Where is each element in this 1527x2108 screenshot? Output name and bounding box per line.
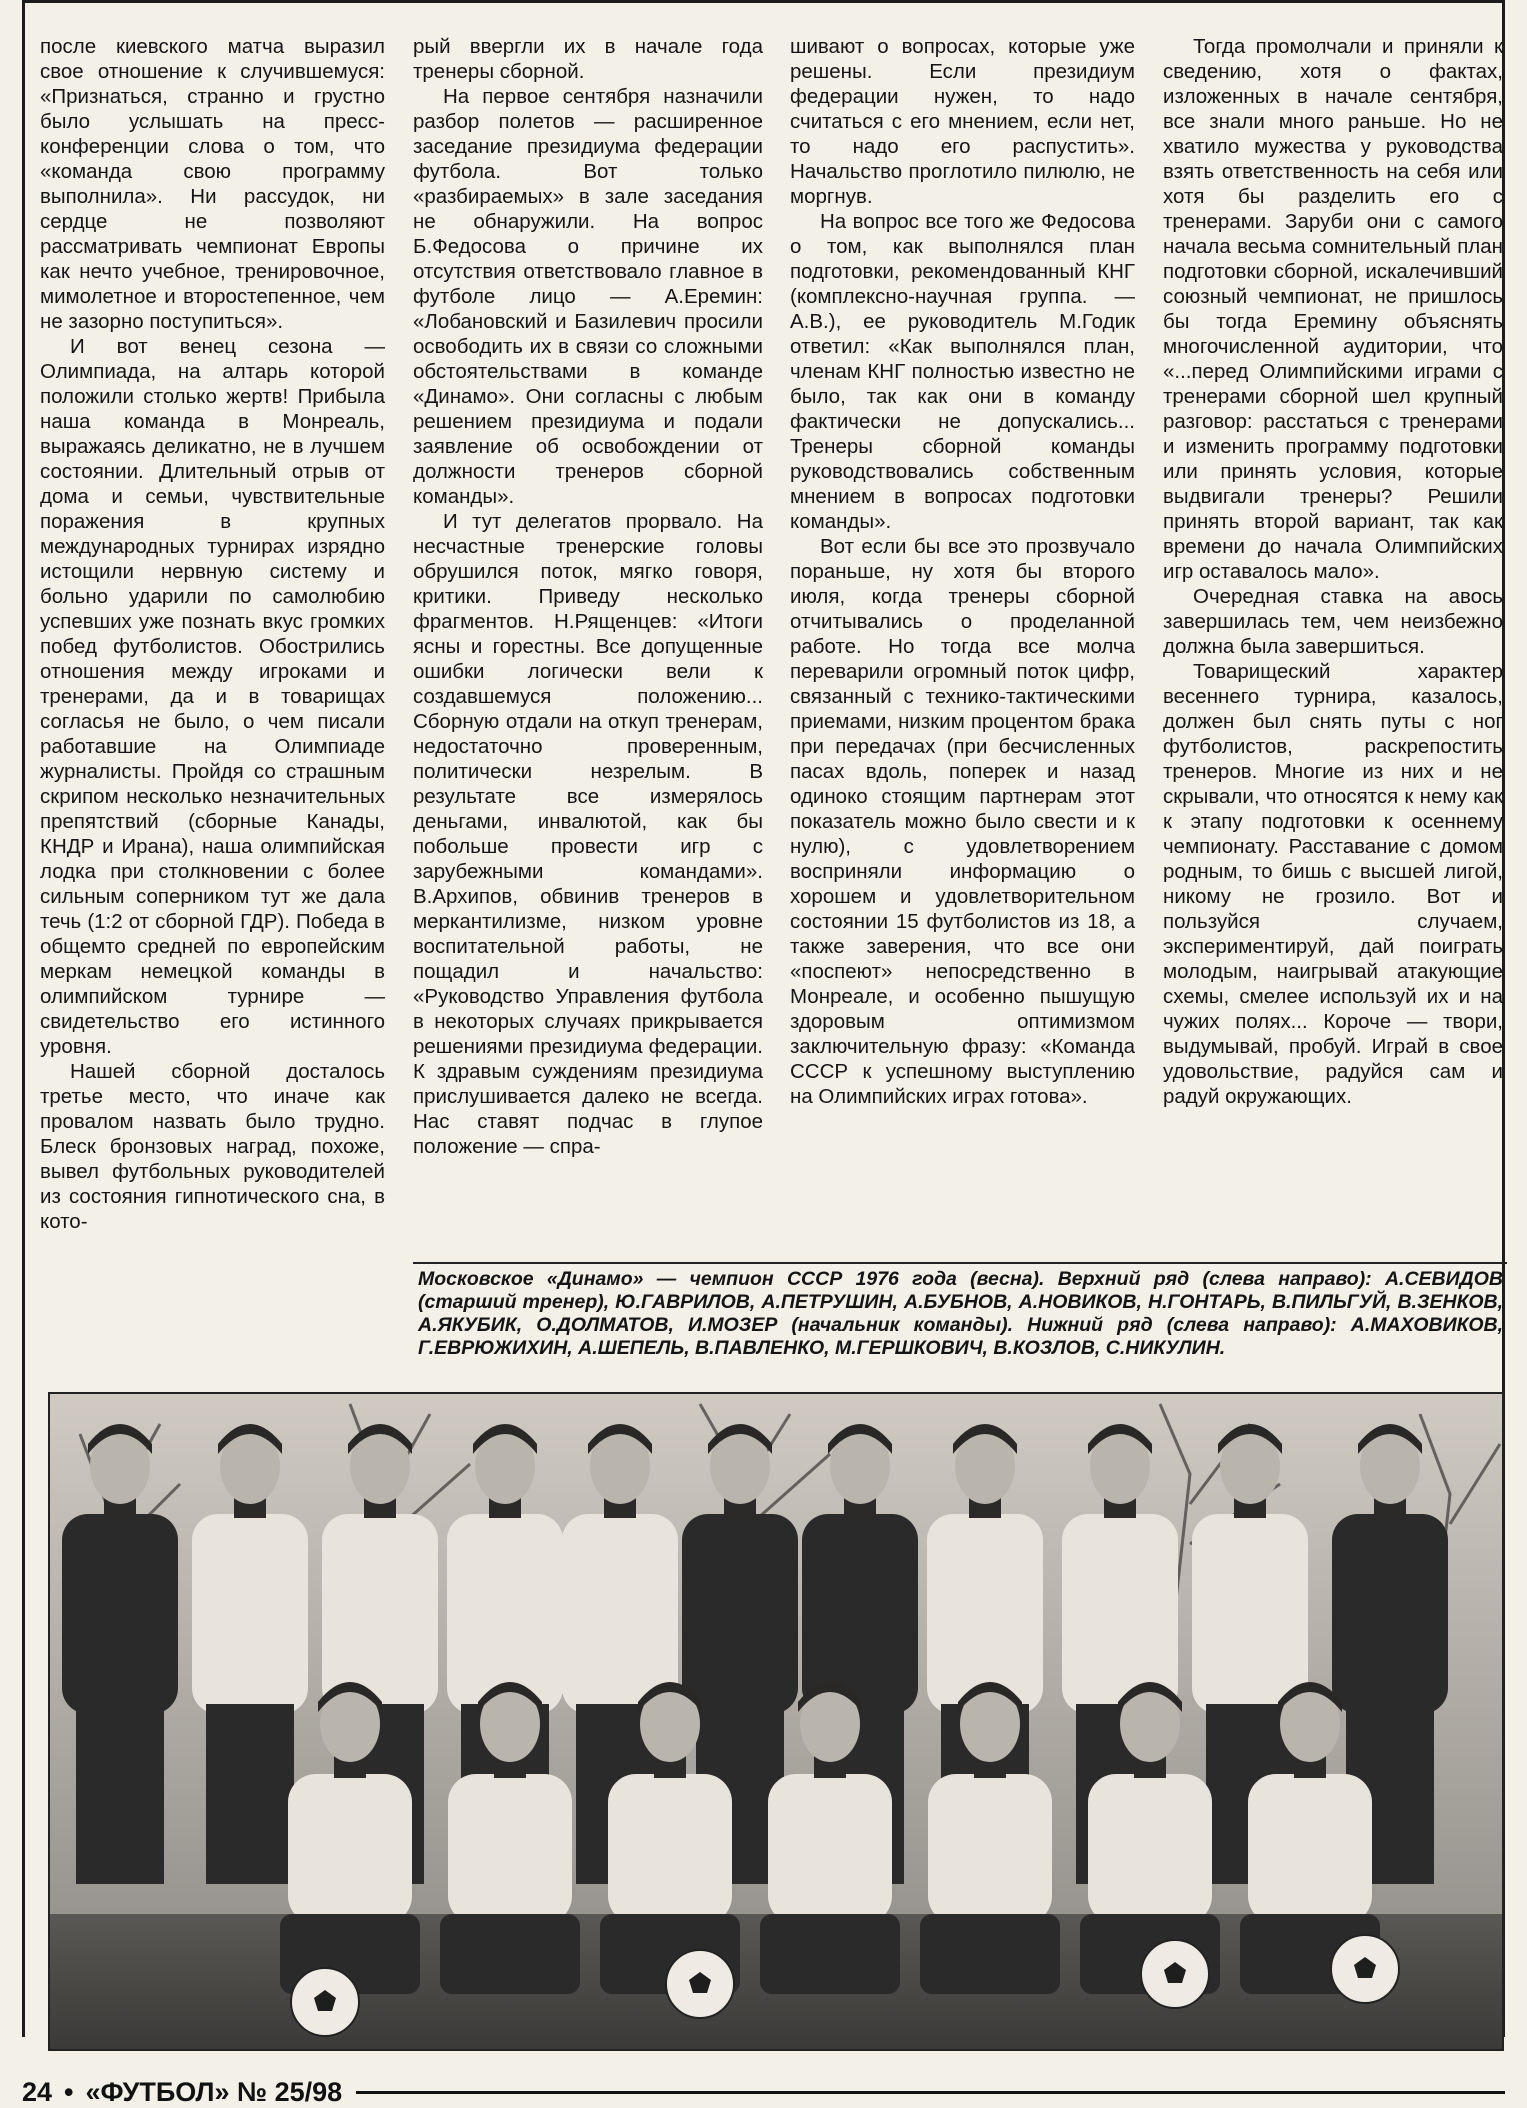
paragraph: Тогда промолчали и приняли к сведению, хотя о фактах, изложенных в начале сентября, все знали много раньше. Но не хватило мужества у руководства взять ответственность на себя или хотя бы разделить его с тренерами. Заруби они с самого начала весьма сомнительный план подготовки сборной, искалечивший союзный чемпионат, не пришлось бы тогда Еремину объяснять многочисленной аудитории, что «...перед Олимпийскими играми с тренерами сборной шел крупный разговор: расстаться с тренерами и изменить программу подготовки или принять условия, которые выдвигали тренеры? Решили принять второй вариант, так как времени до начала Олимпийских игр оставалось мало».: [1163, 35, 1503, 583]
page-number: 24: [22, 2076, 53, 2107]
page-footer: [22, 2076, 1505, 2108]
team-photo: [48, 1392, 1504, 2051]
football: [1141, 1940, 1209, 2008]
back-row-players: [62, 1424, 1448, 1884]
footer-rule: [356, 2091, 1505, 2094]
paragraph: Очередная ставка на авось завершилась тем, чем неизбежно должна была завершиться.: [1163, 585, 1503, 658]
frame-top-border: [22, 0, 1505, 3]
football: [291, 1968, 359, 2036]
caption-divider: [413, 1262, 1507, 1264]
football: [1331, 1935, 1399, 2003]
footer-separator: •: [64, 2076, 74, 2107]
paragraph: Товарищеский характер весеннего турнира, казалось, должен был снять путы с ног футболистов, раскрепостить тренеров. Многие из них и не скрывали, что относятся к нему как к этапу подготовки к осеннему чемпионату. Расставание с домом родным, то бишь с высшей лигой, никому не грозило. Вот и пользуйся случаем, экспериментируй, дай поиграть молодым, наигрывай атакующие схемы, смелее используй их и на чужих полях... Короче — твори, выдумывай, пробуй. Играй в свое удовольствие, радуйся сам и радуй окружающих.: [1163, 660, 1503, 1108]
paragraph: И тут делегатов прорвало. На несчастные тренерские головы обрушился поток, мягко говоря, критики. Приведу несколько фрагментов. Н.Рященцев: «Итоги ясны и горестны. Все допущенные ошибки логически вели к создавшемуся положению... Сборную отдали на откуп тренерам, недостаточно проверенным, политически незрелым. В результате все измерялось деньгами, инвалютой, как бы побольше провести игр с зарубежными командами». В.Архипов, обвинив тренеров в меркантилизме, низком уровне воспитательной работы, не пощадил и начальство: «Руководство Управления футбола в некоторых случаях прикрывается решениями президиума федерации. К здравым суждениям президиума прислушивается далеко не всегда. Нас ставят подчас в глупое положение — спра-: [413, 510, 763, 1158]
frame-left-border: [22, 0, 25, 2037]
football: [666, 1950, 734, 2018]
article-column-1: [40, 34, 385, 1234]
paragraph: шивают о вопросах, которые уже решены. Если президиум федерации нужен, то надо считаться с его мнением, если нет, то надо его распустить». Начальство проглотило пилюлю, не моргнув.: [790, 35, 1135, 208]
article-column-3: [790, 34, 1135, 1109]
photo-caption: Московское «Динамо» — чемпион СССР 1976 года (весна). Верхний ряд (слева направо): А.СЕВИДОВ (старший тренер), Ю.ГАВРИЛОВ, А.ПЕТРУШИН, А.БУБНОВ, А.НОВИКОВ, Н.ГОНТАРЬ, В.ПИЛЬГУЙ, В.ЗЕНКОВ, А.ЯКУБИК, О.ДОЛМАТОВ, И.МОЗЕР (начальник команды). Нижний ряд (слева направо): А.МАХОВИКОВ, Г.ЕВРЮЖИХИН, А.ШЕПЕЛЬ, В.ПАВЛЕНКО, М.ГЕРШКОВИЧ, В.КОЗЛОВ, С.НИКУЛИН.: [418, 1268, 1503, 1359]
publication-issue: «ФУТБОЛ» № 25/98: [85, 2076, 343, 2107]
paragraph: На первое сентября назначили разбор полетов — расширенное заседание президиума федерации футбола. Вот только «разбираемых» в зале заседания не обнаружили. На вопрос Б.Федосова о причине их отсутствия ответствовало главное в футболе лицо — А.Еремин: «Лобановский и Базилевич просили освободить их в связи со сложными обстоятельствами в команде «Динамо». Они согласны с любым решением президиума и подали заявление об освобождении от должности тренеров сборной команды».: [413, 85, 763, 508]
article-column-4: [1163, 34, 1503, 1109]
team-photo-illustration: [50, 1394, 1502, 2049]
paragraph: Вот если бы все это прозвучало пораньше, ну хотя бы второго июля, когда тренеры сборной отчитывались о проделанной работе. Но тогда все молча переварили огромный поток цифр, связанный с технико-тактическими приемами, низким процентом брака при передачах (при бесчисленных пасах вдоль, поперек и назад одиноко стоящим партнерам этот показатель можно было свести и к нулю), с удовлетворением восприняли информацию о хорошем и удовлетворительном состоянии 15 футболистов из 18, а также заверения, что все они «поспеют» непосредственно в Монреале, и особенно пышущую здоровым оптимизмом заключительную фразу: «Команда СССР к успешному выступлению на Олимпийских играх готова».: [790, 535, 1135, 1108]
paragraph: рый ввергли их в начале года тренеры сборной.: [413, 35, 763, 83]
paragraph: И вот венец сезона — Олимпиада, на алтарь которой положили столько жертв! Прибыла наша команда в Монреаль, выражаясь деликатно, не в лучшем состоянии. Длительный отрыв от дома и семьи, чувствительные поражения в крупных международных турнирах изрядно истощили нервную систему и больно ударили по самолюбию успевших уже познать вкус громких побед футболистов. Обострились отношения между игроками и тренерами, да и в товарищах согласья не было, о чем писали работавшие на Олимпиаде журналисты. Пройдя со страшным скрипом несколько незначительных препятствий (сборные Канады, КНДР и Ирана), наша олимпийская лодка при столкновении с более сильным соперником тут же дала течь (1:2 от сборной ГДР). Победа в общемто средней по европейским меркам немецкой команды в олимпийском турнире — свидетельство его истинного уровня.: [40, 335, 385, 1058]
article-column-2: [413, 34, 763, 1159]
paragraph: Нашей сборной досталось третье место, что иначе как провалом назвать было трудно. Блеск бронзовых наград, похоже, вывел футбольных руководителей из состояния гипнотического сна, в кото-: [40, 1060, 385, 1233]
paragraph: после киевского матча выразил свое отношение к случившемуся: «Признаться, странно и грустно было услышать на пресс-конференции слова о том, что «команда свою программу выполнила». Ни рассудок, ни сердце не позволяют рассматривать чемпионат Европы как нечто учебное, тренировочное, мимолетное и второстепенное, чем не зазорно поступиться».: [40, 35, 385, 333]
paragraph: На вопрос все того же Федосова о том, как выполнялся план подготовки, рекомендованный КНГ (комплексно-научная группа. — А.В.), ее руководитель М.Годик ответил: «Как выполнялся план, членам КНГ полностью известно не было, так как они в команду фактически не допускались... Тренеры сборной команды руководствовались собственным мнением в вопросах подготовки команды».: [790, 210, 1135, 533]
